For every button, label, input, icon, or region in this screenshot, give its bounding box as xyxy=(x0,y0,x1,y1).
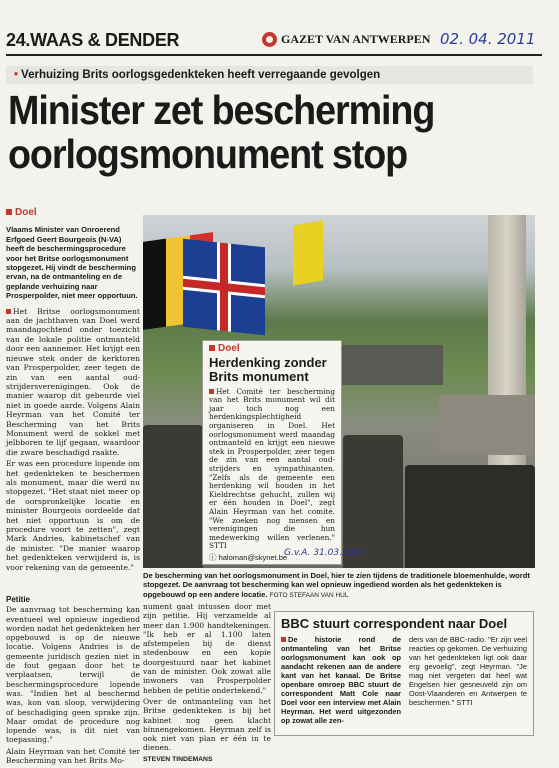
main-article-column xyxy=(6,208,140,574)
article-paragraph: Over de ontmanteling van het Britse gedenkteken is bij het kabinet nog geen klacht binnengekomen. Heyrman zelf is ook niet van plan er één in te dienen. xyxy=(143,696,271,753)
article-paragraph xyxy=(6,307,140,458)
boxed-article xyxy=(202,340,342,565)
section-title: 24.WAAS & DENDER xyxy=(6,30,180,50)
subheading: Petitie xyxy=(6,595,31,604)
petitie-column xyxy=(6,595,140,767)
square-icon xyxy=(281,637,286,642)
lead-paragraph: Vlaams Minister van Onroerend Erfgoed Geert Bourgeois (N-VA) heeft de beschermingsprocedure voor het Britse oorlogsmonument stopgezet. Hij vindt de bescherming ervan, na de ontmanteling en de geplande verhuizing naar Prosperpolder, niet meer opportuun. xyxy=(6,225,138,301)
monument-base xyxy=(439,395,535,455)
article-paragraph: Alain Heyrman van het Comité ter Bescherming van het Brits Mo- xyxy=(6,746,140,766)
bbc-columns xyxy=(281,635,527,725)
kicker-bar xyxy=(6,66,533,84)
handwritten-signature: G.v.A. 31.03.2011 xyxy=(284,548,365,558)
boxed-article-text: Het Comité ter bescherming van het Brits monument wil dit jaar toch nog een herdenkingsplechtigheid organiseren in Doel. Het oorlogsmonument werd maandag ontmanteld en krijgt een nieuwe stek in Prosperpolder, zeer tegen de zin van een aantal oud-strijders en sympathisanten. "Zelfs als de gemeente een herdenking wil houden in het Kieldrechtse gehucht, zullen wij er één houden in Doel", zegt Alain Heyrman van het comité. "We zoeken nog mensen en verenigingen die hun medewerking willen verlenen." STTI xyxy=(209,386,335,551)
square-icon xyxy=(209,345,215,351)
header-rule xyxy=(6,54,542,56)
paragraph-text: Het Britse oorlogsmonument aan de jachthaven van Doel werd maandagochtend onder toezicht van de lokale politie ontmanteld door een aannemer. Het krijgt een nieuwe stek onder de kerktoren van Prosperpolder, zeer tegen de zin van een aantal oud-strijdersverenigingen. Ook de manier waarop dit gebeurde viel niet in goede aarde. Volgens Alain Heyrman van het Comité ter Bescherming van het Brits Monument werd de sokkel met jelbboren te lijf gegaan, waardoor die zware beschadigd raakte. xyxy=(6,306,140,457)
byline: STEVEN TINDEMANS xyxy=(143,755,213,763)
photo-caption xyxy=(143,571,538,600)
bbc-text: De historie rond de ontmanteling van het Britse oorlogsmonument kan ook op aandacht rekenen aan de andere kant van het kanaal. De Britse openbare omroep BBC stuurt de correspondent Matt Cole naar Doel voor een interview met Alain Heyrman. Het werd uitgezonden op zowat alle zen- xyxy=(281,635,401,725)
location-tag-label: Doel xyxy=(218,343,240,354)
photo-credit: FOTO STEFAAN VAN HUL xyxy=(269,591,349,599)
bbc-box xyxy=(274,611,534,736)
boxed-article-body xyxy=(209,388,335,551)
email-text: haloman@skynet.be xyxy=(218,552,288,562)
location-tag-label: Doel xyxy=(15,207,37,218)
flag xyxy=(293,220,323,285)
square-icon xyxy=(6,309,11,314)
bbc-column-1 xyxy=(281,635,401,725)
article-paragraph: nument gaat intussen door met zijn petitie. Hij verzamelde al meer dan 1.900 handtekeningen. "Ik heb er al 1.100 laten afstempelen bij de dienst stedenbouw en een kopie doorgestuurd naar het kabinet van de minister. Ook zowat alle inwoners van Prosperpolder hebben de petitie ondertekend." xyxy=(143,602,271,695)
logo-text: GAZET VAN ANTWERPEN xyxy=(281,32,431,46)
location-tag xyxy=(209,345,335,354)
headline: Minister zet bescherming oorlogsmonument stop xyxy=(8,87,435,177)
newspaper-logo xyxy=(262,32,430,47)
rose-icon xyxy=(262,32,277,47)
location-tag xyxy=(6,208,140,217)
square-icon xyxy=(209,389,214,394)
article-paragraph: De aanvraag tot bescherming kan eventueel wel opnieuw ingediend worden nadat het gedenkteken her opgebouwd is op de nieuwe locatie. Volgens Andries is de gemeente juridisch gezien niet in de fout gegaan door het te verplaatsen, terwijl de beschermingsprocedure lopende was. "Indien het al beschermd was, kon van sloop, verwijdering of beschadiging geen sprake zijn. Maar omdat de procedure nog lopende was, is dit niet van toepassing." xyxy=(6,605,140,745)
bbc-headline: BBC stuurt correspondent naar Doel xyxy=(281,616,508,631)
info-icon: ⓘ xyxy=(209,552,219,562)
article-paragraph: Er was een procedure lopende om het gedenkteken te beschermen als monument, maar die werd nu stopgezet. "Het staat niet meer op de oorspronkelijke locatie en minister Bourgeois oordeelde dat het niet opportuun is om de procedure voort te zetten", zegt Mark Andries, kabinetschef van de minister. "De manier waarop het gedenkteken verwijderd is, is voor rekening van de gemeente." xyxy=(6,459,140,572)
boxed-article-headline: Herdenking zonder Brits monument xyxy=(209,354,327,384)
handwritten-date: 02. 04. 2011 xyxy=(440,30,536,48)
square-icon xyxy=(6,209,12,215)
caption-text: De bescherming van het oorlogsmonument in Doel, hier te zien tijdens de traditionele bloemenhulde, wordt stopgezet. De aanvraag tot bescherming kan wel opnieuw ingediend worden als het gedenkteken is opgebouwd op een andere locatie. xyxy=(143,571,530,599)
kicker-text: Verhuizing Brits oorlogsgedenkteken heeft verregaande gevolgen xyxy=(21,69,381,81)
bullet-icon: • xyxy=(14,69,19,81)
petitie-column-continued xyxy=(143,602,271,764)
union-jack-flag xyxy=(183,239,265,336)
bbc-column-2: ders van de BBC-radio. "Er zijn veel reacties op gekomen. De verhuizing van het gedenkteken ligt ook daar erg gevoelig", zegt Heyrman. "Je mag niet vergeten dat heel wat Engelsen hier gesneuveld zijn om Oost-Vlaanderen en Antwerpen te beschermen." STTI xyxy=(409,635,527,707)
